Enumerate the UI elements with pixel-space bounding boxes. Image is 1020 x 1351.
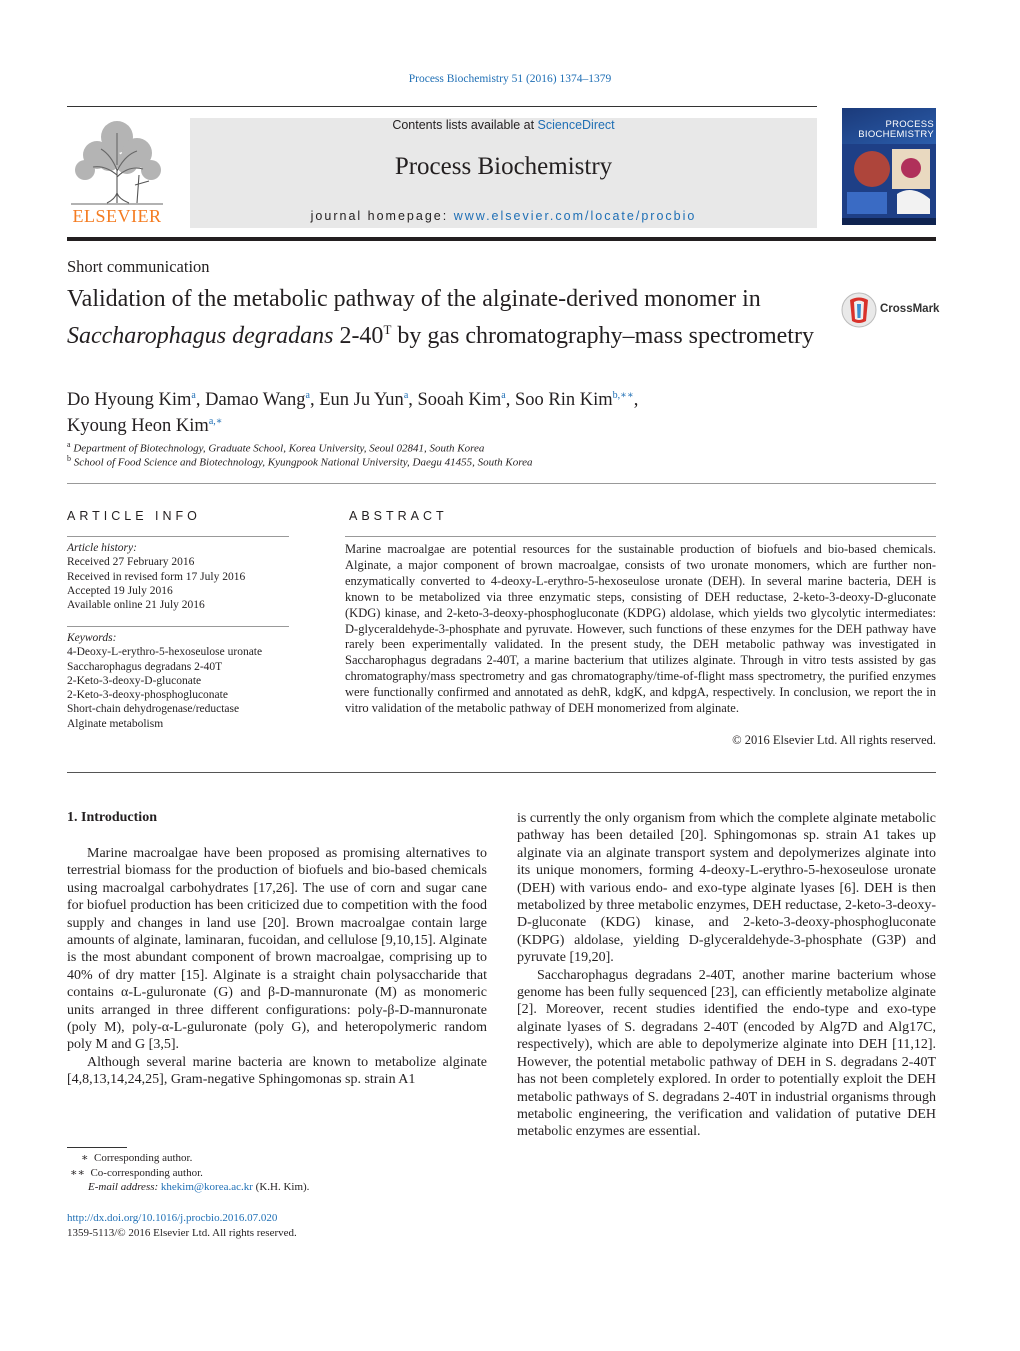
- abstract-text: Marine macroalgae are potential resources for the sustainable production of biofuels and bio-based chemicals. Alginate, a major component of brown macroalgae, consists of two uronate monomers, which are further non-enzymatically converted to 4-deoxy-L-erythro-5-hexoseulose uronate (DEH). In several marine bacteria, DEH is known to be metabolized via three enzymatic steps, consisting of DEH reductase, 2-keto-3-deoxy-D-gluconate (KDG) kinase, and 2-keto-3-deoxy-phosphogluconate (KDPG) aldolase, which yields two glycolytic intermediates: D-glyceraldehyde-3-phosphate and pyruvate. However, such functions of these enzymes for the DEH pathway have rarely been experimentally validated. In the present study, the DEH metabolic pathway was investigated in Saccharophagus degradans 2-40T, a marine bacterium that utilizes alginate. Through in vitro tests assisted by gas chromatography/mass spectrometry and gas chromatography/time-of-flight mass spectrometry, the purified enzymes were functionally confirmed and annotated as dehR, kdgK, and kdpgA, respectively. In conclusion, we report the in vitro validation of the metabolic pathway of DEH monomerized from alginate.: [345, 542, 936, 716]
- affiliation-mark: b: [67, 454, 71, 463]
- title-part1: Validation of the metabolic pathway of the alginate-derived monomer in: [67, 286, 761, 312]
- footnote-rule: [67, 1147, 127, 1148]
- issn-line: 1359-5113/© 2016 Elsevier Ltd. All rights reserved.: [67, 1226, 297, 1239]
- email-suffix: (K.H. Kim).: [252, 1181, 310, 1193]
- affiliation-text: Department of Biotechnology, Graduate School, Korea University, Seoul 02841, South Korea: [73, 442, 485, 455]
- contents-prefix: Contents lists available at: [392, 118, 538, 132]
- elsevier-logo: [67, 115, 167, 227]
- intro-paragraph: Marine macroalgae have been proposed as promising alternatives to terrestrial biomass for the production of biofuels and bio-based chemicals using macroalgal carbohydrates [17,26]. The use of corn and sugar cane for biofuel production has been criticized due to competition with the food supply and changes in land use [20]. Brown macroalgae contain large amounts of alginate, laminaran, fucoidan, and cellulose [9,10,15]. Alginate is the most abundant component of brown macroalgae, comprising up to 40% of dry matter [15]. Alginate is a straight chain polysaccharide that contains α-L-guluronate (G) and β-D-mannuronate (M) as monomeric units arranged in three different configurations: poly-β-D-mannuronate (poly M), poly-α-L-guluronate (poly G), and heteropolymeric random poly M and G [3,5].: [67, 846, 487, 1053]
- crossmark-icon: [840, 291, 878, 329]
- article-title: [67, 285, 827, 351]
- keyword: 4-Deoxy-L-erythro-5-hexoseulose uronate: [67, 646, 263, 659]
- keyword: Saccharophagus degradans 2-40T: [67, 660, 223, 673]
- title-part2: 2-40: [333, 322, 384, 349]
- divider: [67, 626, 289, 627]
- author-mark[interactable]: a: [191, 390, 196, 401]
- history-received: Received 27 February 2016: [67, 556, 195, 569]
- keyword: Alginate metabolism: [67, 717, 164, 730]
- footnote-cocorresponding: ∗∗ Co-corresponding author.: [70, 1166, 203, 1179]
- author-mark[interactable]: a: [403, 390, 409, 401]
- keywords: [67, 631, 297, 731]
- keyword: 2-Keto-3-deoxy-phosphogluconate: [67, 689, 228, 702]
- affiliation-mark: a: [67, 440, 71, 449]
- crossmark-label: CrossMark: [880, 303, 940, 315]
- footnote-corresponding: ∗ Corresponding author.: [81, 1152, 193, 1164]
- author-3[interactable]: [319, 390, 408, 410]
- crossmark-badge[interactable]: [840, 291, 940, 331]
- journal-citation[interactable]: Process Biochemistry 51 (2016) 1374–1379: [408, 73, 612, 85]
- title-organism: Saccharophagus degradans: [67, 322, 334, 349]
- abstract-heading: ABSTRACT: [349, 509, 448, 523]
- email-label: E-mail address:: [88, 1181, 161, 1193]
- journal-name: Process Biochemistry: [394, 153, 613, 180]
- author-name: Do Hyoung Kim: [67, 390, 192, 411]
- divider: [67, 483, 936, 484]
- homepage-line: [190, 209, 817, 223]
- cover-title-line2: BIOCHEMISTRY: [858, 129, 934, 140]
- author-name: Soo Rin Kim: [514, 390, 613, 411]
- cover-title-line1: PROCESS: [885, 119, 934, 130]
- header-rule: [67, 106, 817, 107]
- keywords-label: Keywords:: [67, 632, 117, 644]
- keyword: 2-Keto-3-deoxy-D-gluconate: [67, 674, 202, 687]
- author-2[interactable]: [205, 390, 310, 410]
- cover-artwork: [842, 144, 936, 225]
- author-4[interactable]: [418, 390, 506, 410]
- history-revised: Received in revised form 17 July 2016: [67, 570, 246, 583]
- author-name: Eun Ju Yun: [319, 390, 404, 411]
- footnote-email: [67, 1180, 487, 1195]
- divider: [345, 536, 936, 537]
- title-sup: T: [383, 321, 392, 337]
- homepage-link[interactable]: www.elsevier.com/locate/procbio: [453, 209, 697, 223]
- history-accepted: Accepted 19 July 2016: [67, 584, 173, 597]
- title-part3: by gas chromatography–mass spectrometry: [391, 322, 814, 349]
- contents-line: [190, 118, 817, 132]
- author-list: Do Hyoung Kim$^a$, Damao Wang$^a$, Eun Ju Yun$^a$, Sooah Kim$^a$, Soo Rin Kim$^{b,∗∗}$, Kyoung Heon Kim$^{a,∗}$: [67, 390, 639, 437]
- doi-block: [67, 1211, 297, 1240]
- author-mark[interactable]: a: [305, 390, 310, 401]
- affiliation-a: [67, 440, 484, 455]
- journal-masthead: [190, 118, 817, 228]
- body-right-column: [517, 810, 936, 1141]
- tree-icon: [67, 115, 167, 207]
- intro-paragraph: is currently the only organism from which the complete alginate metabolic pathway has been detailed [20]. Sphingomonas sp. strain A1 takes up alginate via an alginate transport system and depolymerizes alginate into its unique monomers, forming 4-deoxy-L-erythro-5-hexoseulose uronate (DEH) with various endo- and exo-type alginate lyases [6]. DEH is then metabolized by three metabolic enzymes, DEH reductase, 2-keto-3-deoxy-D-gluconate (KDG) kinase, and 2-keto-3-deoxy-phosphogluconate (KDPG) aldolase, yielding D-glyceraldehyde-3-phosphate (G3P) and pyruvate [19,20].: [517, 811, 936, 966]
- divider: [67, 772, 936, 773]
- abstract-copyright: © 2016 Elsevier Ltd. All rights reserved.: [732, 733, 936, 747]
- sciencedirect-link[interactable]: ScienceDirect: [537, 118, 615, 132]
- body-left-column: [67, 845, 487, 1089]
- footnote-text: Co-corresponding author.: [90, 1166, 203, 1179]
- author-mark[interactable]: b,∗∗: [612, 390, 634, 401]
- footnote-text: Corresponding author.: [93, 1152, 193, 1164]
- email-link[interactable]: khekim@korea.ac.kr: [160, 1181, 253, 1193]
- homepage-prefix: journal homepage:: [310, 209, 454, 223]
- intro-heading: 1. Introduction: [67, 810, 157, 825]
- author-name: Sooah Kim: [417, 390, 502, 411]
- history-online: Available online 21 July 2016: [67, 599, 205, 612]
- article-type: Short communication: [67, 257, 210, 276]
- doi-link[interactable]: http://dx.doi.org/10.1016/j.procbio.2016.07.020: [67, 1212, 278, 1224]
- author-mark[interactable]: a,∗: [208, 416, 223, 428]
- footnotes: [67, 1151, 487, 1195]
- intro-paragraph: Although several marine bacteria are known to metabolize alginate [4,8,13,14,24,25], Gram-negative Sphingomonas sp. strain A1: [67, 1054, 487, 1088]
- affiliation-b: [67, 454, 533, 469]
- author-5[interactable]: [515, 390, 634, 410]
- affiliation-text: School of Food Science and Biotechnology, Kyungpook National University, Daegu 41455, South Korea: [73, 456, 533, 469]
- cover-title: [846, 120, 934, 140]
- author-mark[interactable]: a: [501, 390, 506, 401]
- author-1[interactable]: [67, 390, 196, 410]
- author-6[interactable]: [67, 416, 223, 436]
- elsevier-wordmark: ELSEVIER: [72, 206, 162, 226]
- history-label: Article history:: [67, 542, 137, 554]
- masthead-bottom-rule: [67, 237, 936, 241]
- keyword: Short-chain dehydrogenase/reductase: [67, 703, 240, 716]
- article-info-heading: ARTICLE INFO: [67, 509, 201, 523]
- article-history: [67, 541, 297, 612]
- divider: [67, 536, 289, 537]
- author-name: Kyoung Heon Kim: [67, 416, 209, 437]
- intro-paragraph: Saccharophagus degradans 2-40T, another marine bacterium whose genome has been fully sequenced [23], can efficiently metabolize alginate [2]. Moreover, recent studies identified the endo-type and exo-type alginate lyases of S. degradans 2-40T (encoded by Alg7D and Alg17C, respectively), which are able to depolymerize alginate into DEH [11,12]. However, the potential metabolic pathway of DEH in S. degradans 2-40T has not been completely explored. In order to potentially exploit the DEH metabolic pathways of S. degradans 2-40T in industrial organisms through metabolic engineering, the verification and validation of putative DEH metabolic enzymes are essential.: [517, 967, 936, 1140]
- author-name: Damao Wang: [205, 390, 306, 411]
- journal-cover[interactable]: [842, 108, 936, 225]
